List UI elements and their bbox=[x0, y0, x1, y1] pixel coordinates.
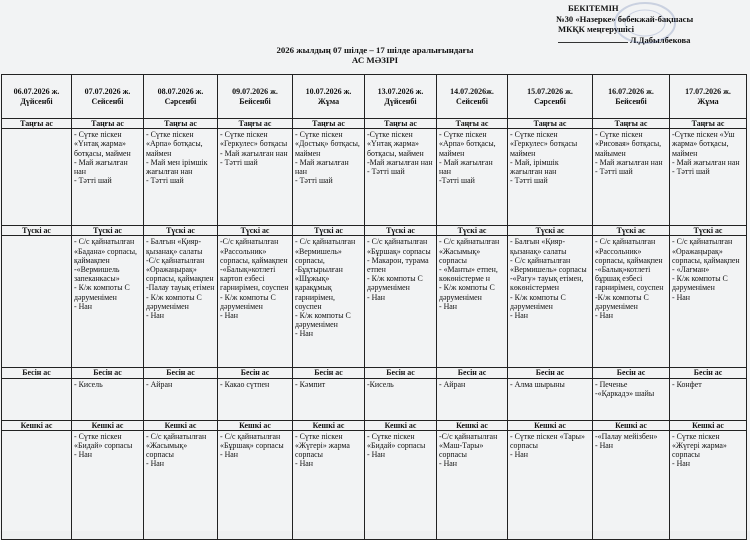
day-header: 10.07.2026 ж. Жұма bbox=[293, 75, 365, 119]
day-header: 13.07.2026 ж. Дүйсенбі bbox=[365, 75, 437, 119]
meal-label: Кешкі ас bbox=[144, 420, 218, 430]
meal-label-row-lunch bbox=[2, 226, 747, 236]
approval-line-1: БЕКІТЕМІН bbox=[568, 3, 619, 13]
breakfast-cell: -Сүтке піскен «Үнтақ жарма» ботқасы, маймен -Май жағылған нан - Тәтті шай bbox=[365, 129, 437, 226]
lunch-cell: - С/с қайнатылған «Бадана» сорпасы, қаймақпен -«Вермишель запеканкасы» - К/ж компоты С дәруменімен - Нан bbox=[72, 236, 144, 368]
meal-label: Таңғы ас bbox=[144, 119, 218, 129]
day-header: 15.07.2026 ж. Сәрсенбі bbox=[508, 75, 593, 119]
lunch-cell: - Балғын «Қияр-қызанақ» салаты - С/с қайнатылған «Вермишель» сорпасы -«Рагу» тауық етімен, көкөністермен - К/ж компоты С дәруменімен - Нан bbox=[508, 236, 593, 368]
snack-cell: - Печенье -«Қаркадэ» шайы bbox=[593, 378, 670, 420]
breakfast-cell: - Сүтке піскен «Геркулес» ботқасы маймен - Май, ірімшік жағылған нан - Тәтті шай bbox=[508, 129, 593, 226]
meal-label: Бесін ас bbox=[293, 368, 365, 378]
meal-label: Кешкі ас bbox=[437, 420, 508, 430]
day-header: 17.07.2026 ж. Жұма bbox=[670, 75, 747, 119]
meal-label: Таңғы ас bbox=[437, 119, 508, 129]
snack-cell bbox=[2, 378, 72, 420]
meal-label: Кешкі ас bbox=[2, 420, 72, 430]
breakfast-cell: - Сүтке піскен «Үнтақ жарма» ботқасы, маймен - Май жағылған нан - Тәтті шай bbox=[72, 129, 144, 226]
approval-line-4: Л.Дабылбекова bbox=[630, 34, 691, 45]
day-header: 08.07.2026 ж. Сәрсенбі bbox=[144, 75, 218, 119]
breakfast-cell: - Сүтке піскен «Геркулес» ботқасы - Май жағылған нан - Тәтті шай bbox=[218, 129, 293, 226]
approval-line-3: МКҚК меңгерушісі bbox=[558, 24, 634, 34]
meal-label: Түскі ас bbox=[508, 226, 593, 236]
round-seal-icon bbox=[550, 1, 700, 51]
dinner-cell: - Сүтке піскен «Бидай» сорпасы - Нан bbox=[72, 430, 144, 539]
day-header: 09.07.2026 ж. Бейсенбі bbox=[218, 75, 293, 119]
breakfast-cell: -Сүтке піскен «Уш жарма» ботқасы, маймен - Май жағылған нан - Тәтті шай bbox=[670, 129, 747, 226]
day-header: 16.07.2026 ж. Бейсенбі bbox=[593, 75, 670, 119]
meal-label: Таңғы ас bbox=[72, 119, 144, 129]
meal-label: Түскі ас bbox=[72, 226, 144, 236]
dinner-cell bbox=[2, 430, 72, 539]
dinner-cell: -С/с қайнатылған «Маш-Тары» сорпасы - Нан bbox=[437, 430, 508, 539]
breakfast-cell: - Сүтке піскен «Рисовая» ботқасы, майымен - Май жағылған нан - Тәтті шай bbox=[593, 129, 670, 226]
snack-cell: - Конфет bbox=[670, 378, 747, 420]
meal-label: Бесін ас bbox=[72, 368, 144, 378]
meal-label: Кешкі ас bbox=[72, 420, 144, 430]
meal-label: Түскі ас bbox=[365, 226, 437, 236]
lunch-cell: - С/с қайнатылған «Вермишель» сорпасы, -Бұқтырылған «Шұжық» қарақұмық гарнирімен, соуспен - К/ж компоты С дәруменімен - Нан bbox=[293, 236, 365, 368]
day-header: 07.07.2026 ж. Сейсенбі bbox=[72, 75, 144, 119]
day-header: 06.07.2026 ж. Дүйсенбі bbox=[2, 75, 72, 119]
approval-line-2: №30 «Назерке» бөбекжай-бақшасы bbox=[556, 13, 694, 24]
dinner-cell: - Сүтке піскен «Жүгері жарма» сорпасы - Нан bbox=[670, 430, 747, 539]
lunch-cell: - С/с қайнатылған «Рассольник» сорпасы, қаймақпен -«Балық»котлеті бұршақ езбесі гарнирімен, соуспен -К/ж компоты С дәруменімен - Нан bbox=[593, 236, 670, 368]
lunch-row bbox=[2, 236, 747, 368]
snack-cell: - Айран bbox=[437, 378, 508, 420]
menu-period-title: 2026 жылдың 07 шілде – 17 шілде аралығындағы bbox=[276, 45, 474, 55]
meal-label: Түскі ас bbox=[144, 226, 218, 236]
meal-label: Түскі ас bbox=[2, 226, 72, 236]
meal-label: Таңғы ас bbox=[293, 119, 365, 129]
lunch-cell bbox=[2, 236, 72, 368]
snack-cell: - Кисель bbox=[72, 378, 144, 420]
meal-label: Кешкі ас bbox=[593, 420, 670, 430]
dinner-cell: - С/с қайнатылған «Бұршақ» сорпасы - Нан bbox=[218, 430, 293, 539]
lunch-cell: - С/с қайнатылған «Бұршақ» сорпасы - Макарон, турама етпен - К/ж компоты С дәруменімен - Нан bbox=[365, 236, 437, 368]
meal-label-row-breakfast bbox=[2, 119, 747, 129]
dinner-cell: -«Палау мейізбен» - Нан bbox=[593, 430, 670, 539]
breakfast-cell: - Сүтке піскен «Арпа» ботқасы, маймен - Май мен ірімшік жағылған нан - Тәтті шай bbox=[144, 129, 218, 226]
snack-cell: - Алма шырыны bbox=[508, 378, 593, 420]
breakfast-cell bbox=[2, 129, 72, 226]
snack-row bbox=[2, 378, 747, 420]
meal-label: Кешкі ас bbox=[293, 420, 365, 430]
meal-label: Түскі ас bbox=[670, 226, 747, 236]
menu-table bbox=[1, 74, 747, 540]
lunch-cell: - Балғын «Қияр-қызанақ» салаты -С/с қайнатылған «Оражаңырақ» сорпасы, қаймақпен -Палау тауық етімен - К/ж компоты С дәруменімен - Нан bbox=[144, 236, 218, 368]
snack-cell: -Кисель bbox=[365, 378, 437, 420]
dinner-row bbox=[2, 430, 747, 539]
lunch-cell: -С/с қайнатылған «Рассольник» сорпасы, қаймақпен -«Балық»котлеті картоп езбесі гарнирімен, соуспен - К/ж компоты С дәруменімен - Нан bbox=[218, 236, 293, 368]
meal-label: Бесін ас bbox=[144, 368, 218, 378]
snack-cell: - Айран bbox=[144, 378, 218, 420]
snack-cell: - Какао сүтпен bbox=[218, 378, 293, 420]
meal-label: Бесін ас bbox=[218, 368, 293, 378]
meal-label: Бесін ас bbox=[2, 368, 72, 378]
meal-label: Кешкі ас bbox=[218, 420, 293, 430]
dinner-cell: - Сүтке піскен «Бидай» сорпасы - Нан bbox=[365, 430, 437, 539]
meal-label: Таңғы ас bbox=[670, 119, 747, 129]
lunch-cell: - С/с қайнатылған «Жасымық» сорпасы - «Манты» етпен, көкөністерме н - К/ж компоты С дәруменімен - Нан bbox=[437, 236, 508, 368]
meal-label: Кешкі ас bbox=[508, 420, 593, 430]
meal-label: Түскі ас bbox=[218, 226, 293, 236]
meal-label: Түскі ас bbox=[593, 226, 670, 236]
meal-label: Түскі ас bbox=[293, 226, 365, 236]
header-row bbox=[2, 75, 747, 119]
meal-label: Кешкі ас bbox=[670, 420, 747, 430]
meal-label: Бесін ас bbox=[593, 368, 670, 378]
meal-label: Кешкі ас bbox=[365, 420, 437, 430]
meal-label: Бесін ас bbox=[670, 368, 747, 378]
lunch-cell: - С/с қайнатылған «Оражаңырақ» сорпасы, қаймақпен - «Лағман» - К/ж компоты С дәруменімен - Нан bbox=[670, 236, 747, 368]
meal-label: Бесін ас bbox=[365, 368, 437, 378]
dinner-cell: - Сүтке піскен «Жүгері» жарма сорпасы - Нан bbox=[293, 430, 365, 539]
day-header: 14.07.2026ж. Сейсенбі bbox=[437, 75, 508, 119]
snack-cell: - Кәмпит bbox=[293, 378, 365, 420]
dinner-cell: - Сүтке піскен «Тары» сорпасы - Нан bbox=[508, 430, 593, 539]
meal-label-row-dinner bbox=[2, 420, 747, 430]
meal-label: Бесін ас bbox=[437, 368, 508, 378]
meal-label: Таңғы ас bbox=[218, 119, 293, 129]
menu-title: АС МӘЗІРІ bbox=[351, 55, 399, 65]
meal-label: Таңғы ас bbox=[508, 119, 593, 129]
meal-label: Таңғы ас bbox=[2, 119, 72, 129]
approval-stamp bbox=[550, 3, 693, 45]
breakfast-cell: - Сүтке піскен «Арпа» ботқасы, маймен - Май жағылған нан -Тәтті шай bbox=[437, 129, 508, 226]
breakfast-row bbox=[2, 129, 747, 226]
meal-label: Бесін ас bbox=[508, 368, 593, 378]
dinner-cell: - С/с қайнатылған «Жасымық» сорпасы - Нан bbox=[144, 430, 218, 539]
meal-label: Түскі ас bbox=[437, 226, 508, 236]
breakfast-cell: - Сүтке піскен «Достық» ботқасы, маймен - Май жағылған нан - Тәтті шай bbox=[293, 129, 365, 226]
meal-label: Таңғы ас bbox=[593, 119, 670, 129]
meal-label-row-snack bbox=[2, 368, 747, 378]
meal-label: Таңғы ас bbox=[365, 119, 437, 129]
